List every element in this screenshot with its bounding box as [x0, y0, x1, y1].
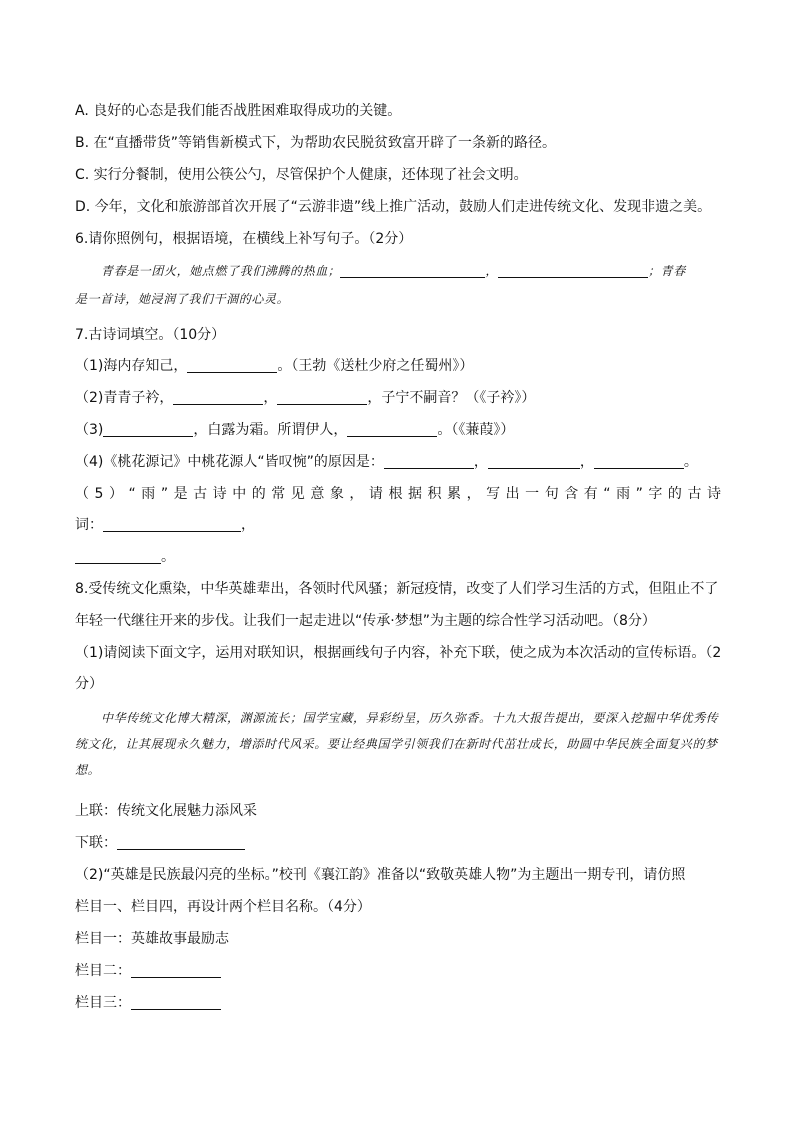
answer-blank-7-1[interactable]: [187, 358, 277, 373]
option-b: B. 在“直播带货”等销售新模式下，为帮助农民脱贫致富开辟了一条新的路径。: [75, 135, 557, 151]
answer-blank-8-1[interactable]: [117, 835, 245, 850]
poem-line-5: （5）“雨”是古诗中的常见意象，请根据积累，写出一句含有“雨”字的古诗: [75, 486, 721, 502]
example-sentence-a: 青春是一团火，她点燃了我们沸腾的热血；: [101, 264, 341, 278]
poem-line-2: （2)青青子衿， ， ，子宁不嗣音？（《子衿》）: [75, 390, 536, 406]
poem-line-4: （4)《桃花源记》中桃花源人“皆叹惋”的原因是： ， ， 。: [75, 454, 698, 470]
answer-blank-7-3[interactable]: [277, 390, 367, 405]
column-1: 栏目一：英雄故事最励志: [75, 931, 229, 947]
lower-couplet: 下联：: [75, 834, 725, 852]
poem-line-3: （3) ，白露为霜。所谓伊人， 。（《蒹葭》）: [75, 422, 515, 438]
question-6-example-cont: 是一首诗，她浸润了我们干涸的心灵。: [75, 292, 290, 306]
answer-blank-7-6[interactable]: [384, 454, 474, 469]
poem-line-1: （1)海内存知己， 。（王勃《送杜少府之任蜀州》）: [75, 358, 474, 374]
answer-blank-7-4[interactable]: [103, 422, 193, 437]
question-8-title-cont: 年轻一代继往开来的步伐。让我们一起走进以“传承·梦想”为主题的综合性学习活动吧。（8分）: [75, 613, 656, 629]
answer-blank-7-8[interactable]: [594, 454, 684, 469]
question-8-1-cont: 分）: [75, 676, 103, 692]
column-2: 栏目二：: [75, 962, 725, 980]
question-8-1: （1)请阅读下面文字，运用对联知识，根据画线句子内容，补充下联，使之成为本次活动的宣传标语。（2: [75, 645, 722, 661]
answer-blank-6-1[interactable]: [340, 263, 485, 278]
poem-line-5-answer-cont: 。: [75, 548, 725, 566]
column-3: 栏目三：: [75, 994, 725, 1012]
question-7-title: 7.古诗词填空。（10分）: [75, 327, 226, 343]
question-8-2: （2)“英雄是民族最闪亮的坐标。”校刊《襄江韵》准备以“致敬英雄人物”为主题出一期专刊，请仿照: [75, 867, 686, 883]
question-6-title: 6.请你照例句，根据语境，在横线上补写句子。（2分）: [75, 231, 413, 247]
poem-line-5-answer: 词： ，: [75, 517, 255, 533]
answer-blank-8-3[interactable]: [131, 995, 221, 1010]
question-8-title: 8.受传统文化熏染，中华英雄辈出，各领时代风骚；新冠疫情，改变了人们学习生活的方式，但阻止不了: [75, 581, 719, 597]
question-8-2-cont: 栏目一、栏目四，再设计两个栏目名称。（4分）: [75, 899, 371, 915]
answer-blank-7-10[interactable]: [75, 549, 161, 564]
answer-blank-7-2[interactable]: [173, 390, 263, 405]
option-c: C. 实行分餐制，使用公筷公勺，尽管保护个人健康，还体现了社会文明。: [75, 167, 528, 183]
answer-blank-7-5[interactable]: [347, 422, 437, 437]
option-d: D. 今年，文化和旅游部首次开展了“云游非遗”线上推广活动，鼓励人们走进传统文化、发现非遗之美。: [75, 199, 712, 215]
answer-blank-7-9[interactable]: [103, 517, 241, 532]
question-6-example: 青春是一团火，她点燃了我们沸腾的热血； ， ；青春: [101, 264, 686, 278]
upper-couplet: 上联：传统文化展魅力添风采: [75, 803, 257, 819]
answer-blank-7-7[interactable]: [488, 454, 580, 469]
reading-passage: 中华传统文化博大精深，渊源流长；国学宝藏，异彩纷呈，历久弥香。十九大报告提出，要深入挖掘中华优秀传统文化，让其展现永久魅力，增添时代风采。要让经典国学引领我们在新时代茁壮成长，助圆中华民族全面复兴的梦想。: [75, 711, 719, 777]
answer-blank-8-2[interactable]: [131, 963, 221, 978]
answer-blank-6-2[interactable]: [498, 263, 648, 278]
option-a: A. 良好的心态是我们能否战胜困难取得成功的关键。: [75, 103, 402, 119]
